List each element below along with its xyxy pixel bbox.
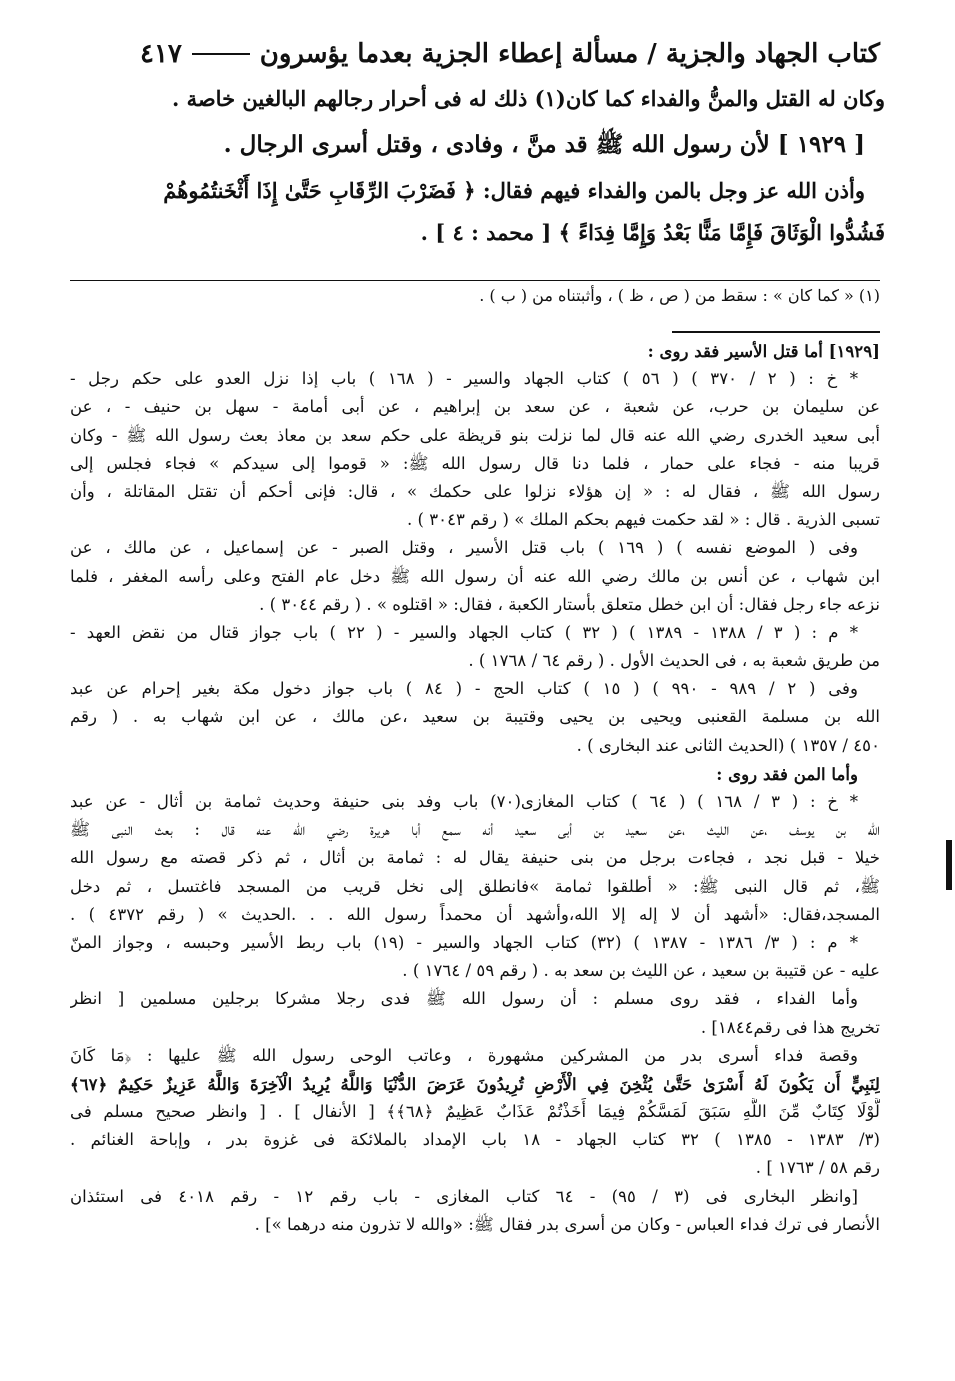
note-line: ابن شهاب ، عن أنس بن مالك رضي الله عنه أن رسول الله ﷺ دخل عام الفتح وعلى رأسه المغفر ، فلما <box>70 566 880 586</box>
note-line: ﷺ، ثم قال النبى ﷺ: « أطلقوا ثمامة »فانطلق إلى نخل قريب من المسجد فاغتسل ، ثم دخل <box>70 876 880 896</box>
note-line: [وانظر البخارى فى (٣ / ٩٥) - ٦٤ كتاب المغازى - باب رقم ١٢ - رقم ٤٠١٨ فى استئذان <box>70 1186 858 1206</box>
note-line: قريبا منه - فجاء على حمار ، فلما دنا قال رسول الله ﷺ: « قوموا إلى سيدكم » فجاء فجلس إلى <box>70 453 880 473</box>
note-line: لِنَبِيٍّ أَن يَكُونَ لَهُ أَسْرَىٰ حَتَّىٰ يُثْخِنَ فِي الْأَرْضِ تُرِيدُونَ عَرَضَ الدُّنْيَا وَاللَّهُ يُرِيدُ الْآخِرَةَ وَاللَّهُ عَزِيزٌ حَكِيمٌ ﴿٦٧﴾ <box>70 1073 880 1094</box>
running-title: كتاب الجهاد والجزية / مسألة إعطاء الجزية بعدما يؤسرون <box>259 39 880 69</box>
note-line: [١٩٢٩] أما قتل الأسير فقد روى : <box>647 341 880 361</box>
main-line: [ ١٩٢٩ ] لأن رسول الله ﷺ قد منَّ ، وفادى ، وقتل أسرى الرجال . <box>223 131 865 158</box>
note-line: وفى ( الموضع نفسه ) ( ١٦٩ ) باب قتل الأسير ، وقتل الصبر - عن إسماعيل ، عن مالك ، عن <box>70 538 859 558</box>
note-line: (٣/ ١٣٨٣ - ١٣٨٥ ) ٣٢ كتاب الجهاد - ١٨ باب الإمداد بالملائكة فى غزوة بدر ، وإباحة الغنائم . <box>70 1130 880 1150</box>
note-line: وأما الفداء ، فقد روى مسلم : أن رسول الله ﷺ فدى رجلا مشركا برجلين مسلمين [ انظر <box>70 989 858 1009</box>
note-line: لَّوْلَا كِتَابٌ مِّنَ اللَّهِ سَبَقَ لَمَسَّكُمْ فِيمَا أَخَذْتُمْ عَذَابٌ عَظِيمٌ ﴿٦٨﴾﴾ [ الأنفال ] . [ وانظر صحيح مسلم فى <box>70 1102 880 1122</box>
note-line: الله بن يوسف ،عن الليث ،عن سعيد بن أبى سعيد أنه سمع أبا هريرة رضي الله عنه قال : بعث النبى ﷺ <box>70 820 880 840</box>
note-line: * م : ( ٣/ ١٣٨٦ - ١٣٨٧ ) (٣٢) كتاب الجهاد والسير - (١٩) باب ربط الأسير وحبسه ، وجواز المنّ <box>70 932 859 952</box>
note-line: تسبى الذرية . قال : « لقد حكمت فيهم بحكم الملك » ( رقم ٣٠٤٣ ) . <box>406 510 880 530</box>
note-line: رقم ٥٨ / ١٧٦٣ ] . <box>755 1158 880 1178</box>
main-line: فَشُدُّوا الْوَثَاقَ فَإِمَّا مَنًّا بَعْدُ وَإِمَّا فِدَاءً ﴾ [ محمد : ٤ ] . <box>420 220 885 245</box>
note-line: المسجد،فقال: «أشهد أن لا إله إلا الله،وأشهد أن محمداً رسول الله . . .الحديث » ( رقم ٤٣٧٢ ) . <box>70 904 880 924</box>
page-number: ٤١٧ <box>140 39 182 69</box>
main-text <box>95 80 885 252</box>
note-line: وقصة فداء أسرى بدر من المشركين مشهورة ، وعاتب الوحى رسول الله ﷺ عليها : ﴿مَا كَانَ <box>70 1045 858 1065</box>
main-line: وكان له القتل والمنُّ والفداء كما كان(١) ذلك له فى أحرار رجالهم البالغين خاصة . <box>171 86 885 111</box>
takhrij-notes <box>70 337 880 1239</box>
footnote: (١) « كما كان » : سقط من ( ص ، ظ ) ، وأثبتناه من ( ب ) . <box>479 286 880 305</box>
note-line: وفى ( ٢ / ٩٨٩ - ٩٩٠ ) ( ١٥ ) كتاب الحج - ( ٨٤ ) باب جواز دخول مكة بغير إحرام عن عبد <box>70 679 858 699</box>
note-line: * خ : ( ٣ / ١٦٨ ) ( ٦٤ ) كتاب المغازى(٧٠) باب وفد بنى حنيفة وحديث ثمامة بن أثال - عن عبد <box>70 792 858 811</box>
note-line: عن سليمان بن حرب، عن شعبة ، عن سعد بن إبراهيم ، عن أبى أمامة - سهل بن حنيف - ، عن <box>70 397 880 417</box>
running-header <box>140 34 880 74</box>
notes-divider <box>672 331 880 333</box>
note-line: وأما المن فقد روى : <box>716 763 858 784</box>
note-line: تخريج هذا فى رقم١٨٤٤] . <box>700 1017 880 1037</box>
header-rule <box>192 53 250 55</box>
note-line: رسول الله ﷺ ، فقال له : « إن هؤلاء نزلوا على حكمك » ، قال: فإنى أحكم أن تقتل المقاتلة ، وأن <box>70 481 880 501</box>
note-line: ٤٥٠ / ١٣٥٧ ) (الحديث الثانى عند البخارى ) . <box>576 735 880 755</box>
note-line: نزعه جاء رجل فقال: أن ابن خطل متعلق بأستار الكعبة ، فقال: « اقتلوه » . ( رقم ٣٠٤٤ ) . <box>259 594 880 614</box>
scan-margin-mark <box>946 840 952 890</box>
note-line: عليه - عن قتيبة بن سعيد ، عن الليث بن سعد به . ( رقم ٥٩ / ١٧٦٤ ) . <box>402 961 880 981</box>
note-line: الله بن مسلمة القعنبى ويحيى بن يحيى وقتيبة بن سعيد ،عن مالك ، عن ابن شهاب به . ( رقم <box>70 707 880 727</box>
main-line: وأذن الله عز وجل بالمن والفداء فيهم فقال: ﴿ فَضَرْبَ الرِّقَابِ حَتَّىٰ إِذَا أَثْخَنتُمُوهُمْ <box>163 178 865 203</box>
note-line: * خ : ( ٢ / ٣٧٠ ) ( ٥٦ ) كتاب الجهاد والسير - ( ١٦٨ ) باب إذا نزل العدو على حكم رجل - <box>70 369 859 389</box>
note-line: * م : ( ٣ / ١٣٨٨ - ١٣٨٩ ) ( ٣٢ ) كتاب الجهاد والسير - ( ٢٢ ) باب جواز قتال من نقض العهد - <box>70 622 858 642</box>
footnote-divider <box>70 280 880 281</box>
note-line: خيلا - قبل نجد ، فجاءت برجل من بنى حنيفة يقال له : ثمامة بن أثال ، ثم ذكر قصته مع رسول الله <box>70 848 880 868</box>
note-line: الأنصار فى ترك فداء العباس - وكان من أسرى بدر فقال ﷺ: «والله لا تذرون منه درهما »] . <box>254 1214 880 1234</box>
note-line: أبى سعيد الخدرى رضي الله عنه قال لما نزلت بنو قريظة على حكم سعد بن معاذ بعث رسول الله ﷺ - وكان <box>70 425 880 445</box>
note-line: من طريق شعبة به ، فى الحديث الأول . ( رقم ٦٤ / ١٧٦٨ ) . <box>468 651 880 671</box>
